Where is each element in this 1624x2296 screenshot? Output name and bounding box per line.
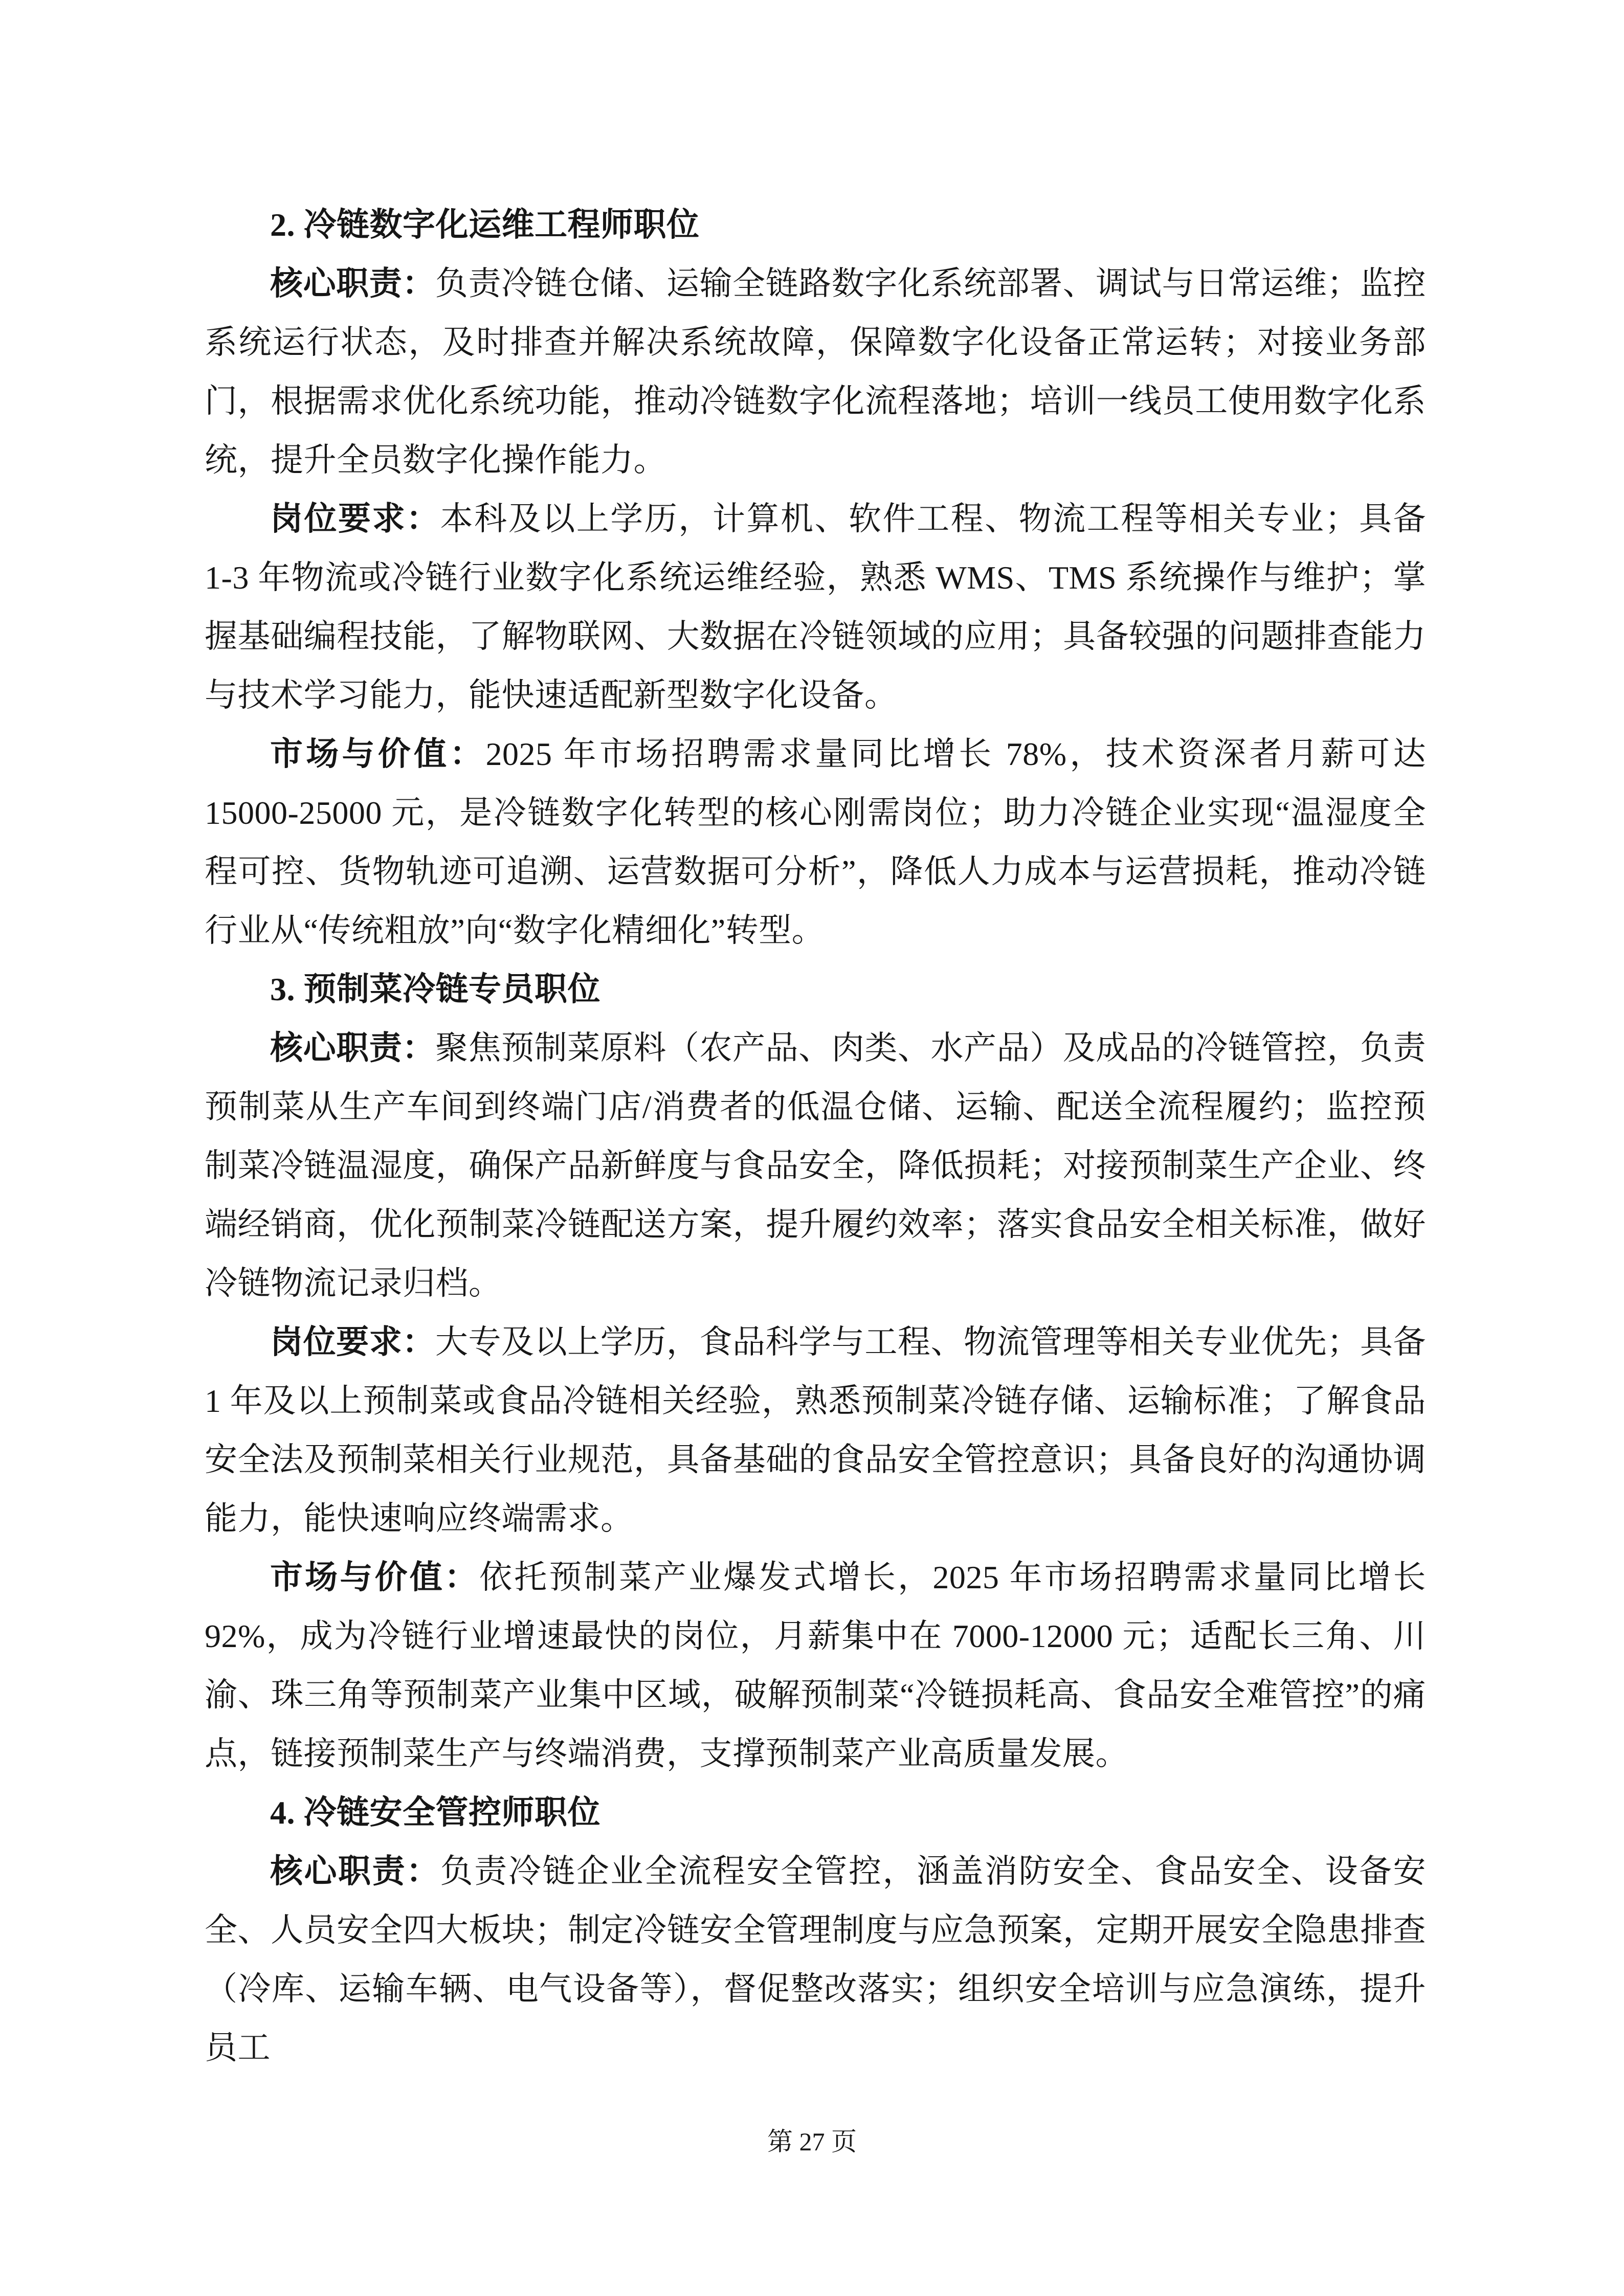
paragraph-label: 市场与价值： [270,1559,480,1595]
paragraph-core-duties [205,1019,1426,1313]
paragraph-text: 2025 年市场招聘需求量同比增长 78%，技术资深者月薪可达 15000-25000 元，是冷链数字化转型的核心刚需岗位；助力冷链企业实现“温湿度全程可控、货物轨迹可追溯、运营数据可分析”，降低人力成本与运营损耗，推动冷链行业从“传统粗放”向“数字化精细化”转型。 [205,736,1426,949]
paragraph-job-requirements [205,489,1426,725]
section-heading: 2. 冷链数字化运维工程师职位 [270,207,700,243]
paragraph-label: 核心职责： [270,1030,435,1066]
paragraph-text: 聚焦预制菜原料（农产品、肉类、水产品）及成品的冷链管控，负责预制菜从生产车间到终端门店/消费者的低温仓储、运输、配送全流程履约；监控预制菜冷链温湿度，确保产品新鲜度与食品安全，降低损耗；对接预制菜生产企业、终端经销商，优化预制菜冷链配送方案，提升履约效率；落实食品安全相关标准，做好冷链物流记录归档。 [205,1030,1427,1301]
paragraph-label: 市场与价值： [270,736,486,772]
section-premade-food-cold-chain-specialist [205,960,1426,1783]
page-number: 第 27 页 [767,2127,857,2156]
paragraph-label: 岗位要求： [270,1324,435,1360]
section-cold-chain-safety-controller [205,1783,1426,2077]
section-cold-chain-digital-ops-engineer [205,195,1426,960]
section-heading: 4. 冷链安全管控师职位 [270,1794,600,1831]
paragraph-label: 岗位要求： [270,501,440,537]
document-body [205,195,1426,2077]
paragraph-text: 大专及以上学历，食品科学与工程、物流管理等相关专业优先；具备 1 年及以上预制菜或食品冷链相关经验，熟悉预制菜冷链存储、运输标准；了解食品安全法及预制菜相关行业规范，具备基础的食品安全管控意识；具备良好的沟通协调能力，能快速响应终端需求。 [205,1324,1427,1537]
paragraph-text: 依托预制菜产业爆发式增长，2025 年市场招聘需求量同比增长 92%，成为冷链行业增速最快的岗位，月薪集中在 7000-12000 元；适配长三角、川渝、珠三角等预制菜产业集中区域，破解预制菜“冷链损耗高、食品安全难管控”的痛点，链接预制菜生产与终端消费，支撑预制菜产业高质量发展。 [205,1559,1427,1772]
paragraph-core-duties [205,1842,1426,2077]
paragraph-market-value [205,1548,1426,1783]
section-heading: 3. 预制菜冷链专员职位 [270,971,600,1007]
paragraph-core-duties [205,254,1426,489]
paragraph-job-requirements [205,1313,1426,1548]
paragraph-label: 核心职责： [270,265,435,302]
paragraph-market-value [205,725,1426,960]
paragraph-label: 核心职责： [270,1853,440,1889]
paragraph-text: 本科及以上学历，计算机、软件工程、物流工程等相关专业；具备 1-3 年物流或冷链行业数字化系统运维经验，熟悉 WMS、TMS 系统操作与维护；掌握基础编程技能，了解物联网、大数据在冷链领域的应用；具备较强的问题排查能力与技术学习能力，能快速适配新型数字化设备。 [205,501,1427,713]
page-footer [0,2126,1624,2157]
paragraph-text: 负责冷链企业全流程安全管控，涵盖消防安全、食品安全、设备安全、人员安全四大板块；制定冷链安全管理制度与应急预案，定期开展安全隐患排查（冷库、运输车辆、电气设备等），督促整改落实；组织安全培训与应急演练，提升员工 [205,1853,1427,2066]
paragraph-text: 负责冷链仓储、运输全链路数字化系统部署、调试与日常运维；监控系统运行状态，及时排查并解决系统故障，保障数字化设备正常运转；对接业务部门，根据需求优化系统功能，推动冷链数字化流程落地；培训一线员工使用数字化系统，提升全员数字化操作能力。 [205,265,1427,478]
